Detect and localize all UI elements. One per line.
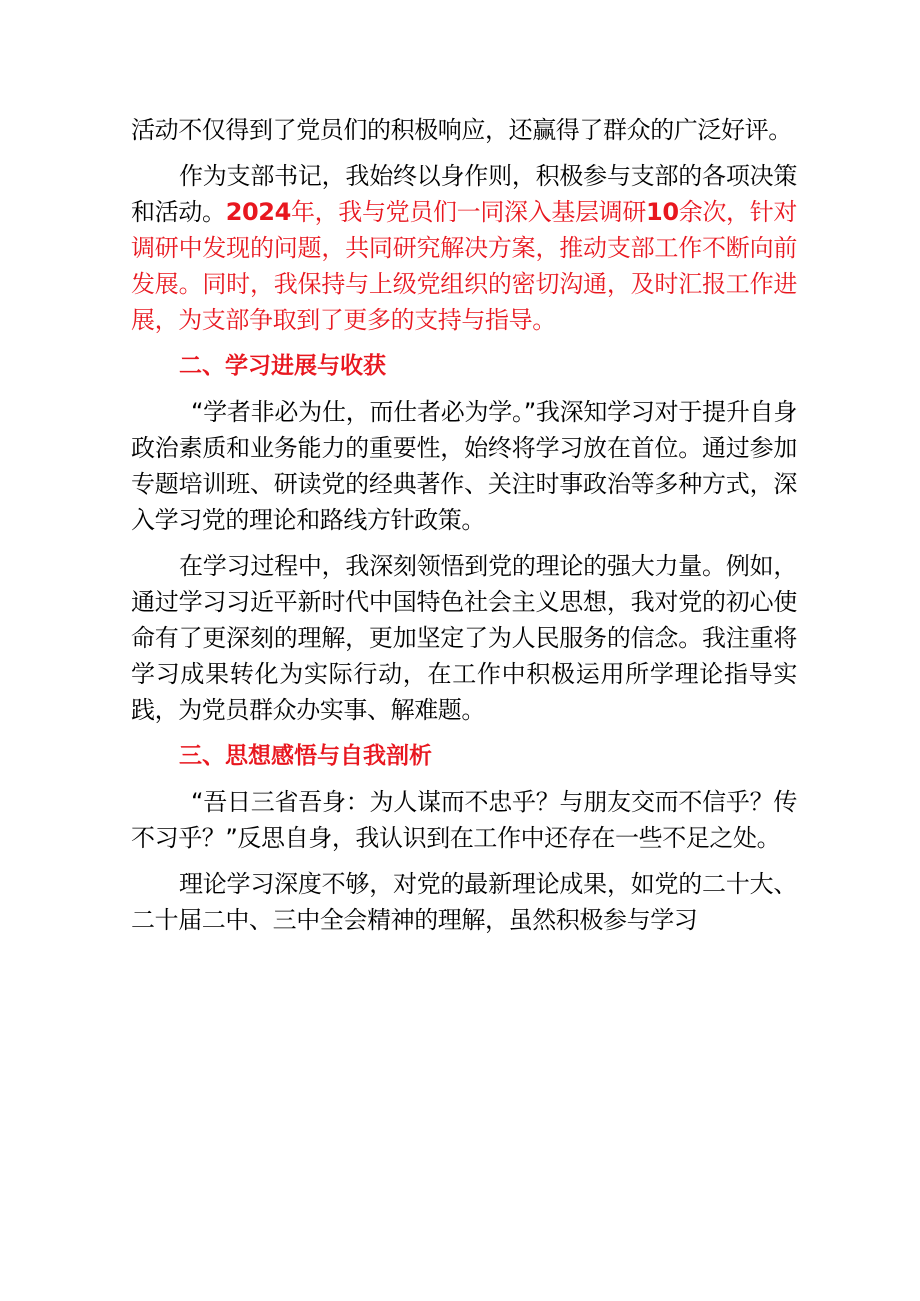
paragraph-theory-shortfall: 理论学习深度不够，对党的最新理论成果，如党的二十大、二十届二中、三中全会精神的理解，虽然积极参与学习 [131,870,797,934]
paragraph-secretary-lead: 作为支部书记，我始终以身作则，积极参与支部的各项决策和活动。 [131,162,797,226]
paragraph-study-process: 在学习过程中，我深刻领悟到党的理论的强大力量。例如，通过学习习近平新时代中国特色社会主义思想，我对党的初心使命有了更深刻的理解，更加坚定了为人民服务的信念。我注重将学习成果转化为实际行动，在工作中积极运用所学理论指导实践，为党员群众办实事、解难题。 [131,552,797,724]
paragraph-reflection-quote: “吾日三省吾身：为人谋而不忠乎？与朋友交而不信乎？传不习乎？”反思自身，我认识到在工作中还存在一些不足之处。 [131,788,797,852]
highlighted-text [131,198,797,334]
paragraph-study-quote: “学者非必为仕，而仕者必为学。”我深知学习对于提升自身政治素质和业务能力的重要性，始终将学习放在首位。通过参加专题培训班、研读党的经典著作、关注时事政治等多种方式，深入学习党的理论和路线方针政策。 [131,398,797,534]
paragraph-secretary-role [131,158,797,338]
paragraph-continuation: 活动不仅得到了党员们的积极响应，还赢得了群众的广泛好评。 [131,116,792,144]
section-heading-study: 二、学习进展与收获 [179,353,386,379]
year-value: 2024 [225,198,291,226]
research-count: 10 [646,198,679,226]
highlighted-text-rest: 余次，针对调研中发现的问题，共同研究解决方案，推动支部工作不断向前发展。同时，我保持与上级党组织的密切沟通，及时汇报工作进展，为支部争取到了更多的支持与指导。 [131,198,797,334]
section-heading-reflection: 三、思想感悟与自我剖析 [179,743,432,769]
document-page [131,112,797,938]
highlighted-text-mid: 年，我与党员们一同深入基层调研 [290,198,647,226]
